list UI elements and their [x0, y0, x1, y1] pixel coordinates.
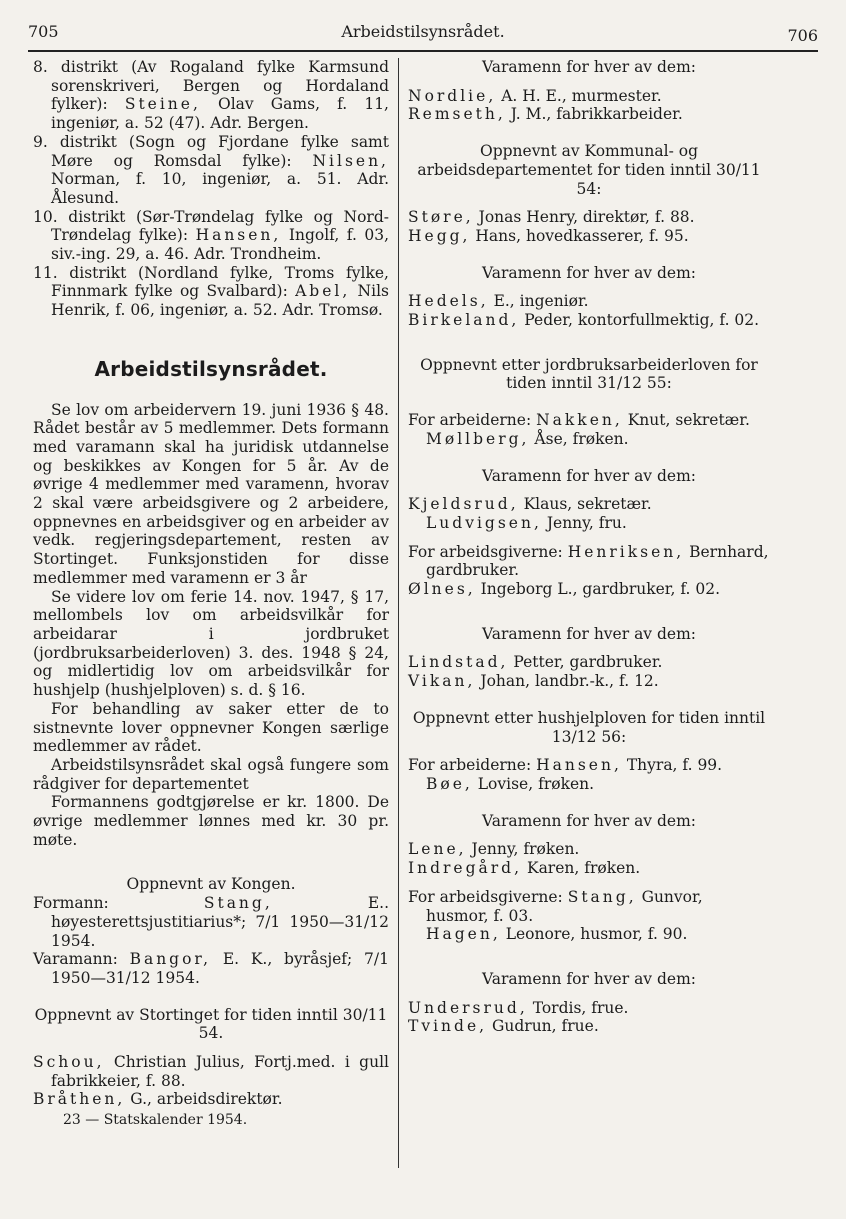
storting-heading: Oppnevnt av Stortinget for tiden inntil 30/11 54.: [34, 1005, 388, 1043]
formann-entry: Formann: Stang, E.. høyesterettsjustitiarius*; 7/1 1950—31/12 1954.: [33, 894, 389, 950]
paragraph-advisor: Arbeidstilsynsrådet skal også fungere som rådgiver for departementet: [33, 755, 389, 793]
member-brathen: Bråthen, G., arbeidsdirektør.: [33, 1090, 283, 1109]
member-kjeldsrud: Kjeldsrud, Klaus, sekretær.: [408, 495, 652, 514]
paragraph-special-members: For behandling av saker etter de to sistnevnte lover oppnevner Kongen særlige medlemmer av rådet.: [33, 699, 389, 756]
member-remseth: Remseth, J. M., fabrikkarbeider.: [408, 105, 683, 124]
district-9: 9. distrikt (Sogn og Fjordane fylke samt Møre og Romsdal fylke): Nilsen, Norman, f. 10, ingeniør, a. 51. Adr. Ålesund.: [33, 132, 389, 207]
member-store: Støre, Jonas Henry, direktør, f. 88.: [408, 208, 695, 227]
member-hagen: Hagen, Leonore, husmor, f. 90.: [426, 925, 688, 944]
appointed-by-king-heading: Oppnevnt av Kongen.: [126, 875, 296, 894]
deputies-heading: Varamenn for hver av dem:: [481, 466, 697, 485]
page-footer: 23 — Statskalender 1954.: [63, 1112, 248, 1129]
member-lene: Lene, Jenny, frøken.: [408, 840, 580, 859]
member-hegg: Hegg, Hans, hovedkasserer, f. 95.: [408, 226, 689, 245]
page-number-left: 705: [28, 22, 59, 41]
page-number-right: 706: [787, 26, 818, 45]
member-hansen: For arbeiderne: Hansen, Thyra, f. 99.: [408, 756, 723, 775]
member-undersrud: Undersrud, Tordis, frue.: [408, 998, 629, 1017]
varamann-entry: Varamann: Bangor, E. K., byråsjef; 7/1 1950—31/12 1954.: [33, 950, 389, 987]
deputies-heading: Varamenn for hver av dem:: [481, 811, 697, 830]
member-nakken: For arbeiderne: Nakken, Knut, sekretær.: [408, 411, 750, 430]
member-stang: For arbeidsgiverne: Stang, Gunvor, husmor, f. 03.: [408, 887, 703, 925]
paragraph-law: Se lov om arbeidervern 19. juni 1936 § 48. Rådet består av 5 medlemmer. Dets formann med varamann skal ha juridisk utdannelse og beskikkes av Kongen for 5 år. Av de øvrige 4 medlemmer med varamenn, hvorav 2 skal være arbeidsgivere og 2 arbeidere, oppnevnes en arbeidsgiver og en arbeider av vedk. regjeringsdepartement, resten av Stortinget. Funksjonstiden for disse medlemmer med varamenn er 3 år: [33, 400, 389, 587]
section-title: Arbeidstilsynsrådet.: [94, 356, 328, 381]
member-vikan: Vikan, Johan, landbr.-k., f. 12.: [408, 672, 659, 691]
member-tvinde: Tvinde, Gudrun, frue.: [408, 1017, 599, 1036]
member-olnes: Ølnes, Ingeborg L., gardbruker, f. 02.: [408, 580, 721, 599]
district-11: 11. distrikt (Nordland fylke, Troms fylke, Finnmark fylke og Svalbard): Abel, Nils Henrik, f. 06, ingeniør, a. 52. Adr. Tromsø.: [33, 263, 389, 320]
member-indregard: Indregård, Karen, frøken.: [408, 859, 641, 878]
deputies-heading: Varamenn for hver av dem:: [481, 969, 697, 988]
member-schou: Schou, Christian Julius, Fortj.med. i gull fabrikkeier, f. 88.: [33, 1053, 389, 1090]
member-birkeland: Birkeland, Peder, kontorfullmektig, f. 02.: [408, 311, 760, 330]
member-hedels: Hedels, E., ingeniør.: [408, 292, 589, 311]
member-henriksen: For arbeidsgiverne: Henriksen, Bernhard, gardbruker.: [408, 542, 769, 580]
page-header: [28, 22, 818, 46]
member-boe: Bøe, Lovise, frøken.: [426, 774, 595, 793]
member-mollberg: Møllberg, Åse, frøken.: [426, 429, 629, 448]
ministry-heading: Oppnevnt av Kommunal- og arbeidsdepartementet for tiden inntil 30/11 54:: [417, 142, 761, 198]
deputies-heading: Varamenn for hver av dem:: [481, 624, 697, 643]
district-10: 10. distrikt (Sør-Trøndelag fylke og Nord-Trøndelag fylke): Hansen, Ingolf, f. 03, siv.-ing. 29, a. 46. Adr. Trondheim.: [33, 207, 390, 264]
member-nordlie: Nordlie, A. H. E., murmester.: [408, 86, 662, 105]
running-title: Arbeidstilsynsrådet.: [341, 22, 505, 41]
column-divider: [398, 58, 399, 1168]
header-rule: [28, 50, 818, 52]
left-column: [33, 58, 389, 1130]
farm-law-heading: Oppnevnt etter jordbruksarbeiderloven for tiden inntil 31/12 55:: [420, 355, 758, 393]
member-ludvigsen: Ludvigsen, Jenny, fru.: [426, 513, 627, 532]
paragraph-remuneration: Formannens godtgjørelse er kr. 1800. De øvrige medlemmer lønnes med kr. 30 pr. møte.: [33, 793, 389, 849]
deputies-heading: Varamenn for hver av dem:: [481, 263, 697, 282]
member-lindstad: Lindstad, Petter, gardbruker.: [408, 653, 663, 672]
deputies-heading: Varamenn for hver av dem:: [481, 58, 697, 76]
housework-law-heading: Oppnevnt etter hushjelploven for tiden inntil 13/12 56:: [412, 708, 766, 746]
paragraph-further-laws: Se videre lov om ferie 14. nov. 1947, § 17, mellombels lov om arbeidsvilkår for arbeidarar i jordbruket (jordbruksarbeiderloven) 3. des. 1948 § 24, og midlertidig lov om arbeidsvilkår for hushjelp (hushjelploven) s. d. § 16.: [33, 587, 389, 700]
right-column: [408, 58, 770, 1036]
district-8: 8. distrikt (Av Rogaland fylke Karmsund sorenskriveri, Bergen og Hordaland fylker): Steine, Olav Gams, f. 11, ingeniør, a. 52 (47). Adr. Bergen.: [33, 58, 389, 133]
